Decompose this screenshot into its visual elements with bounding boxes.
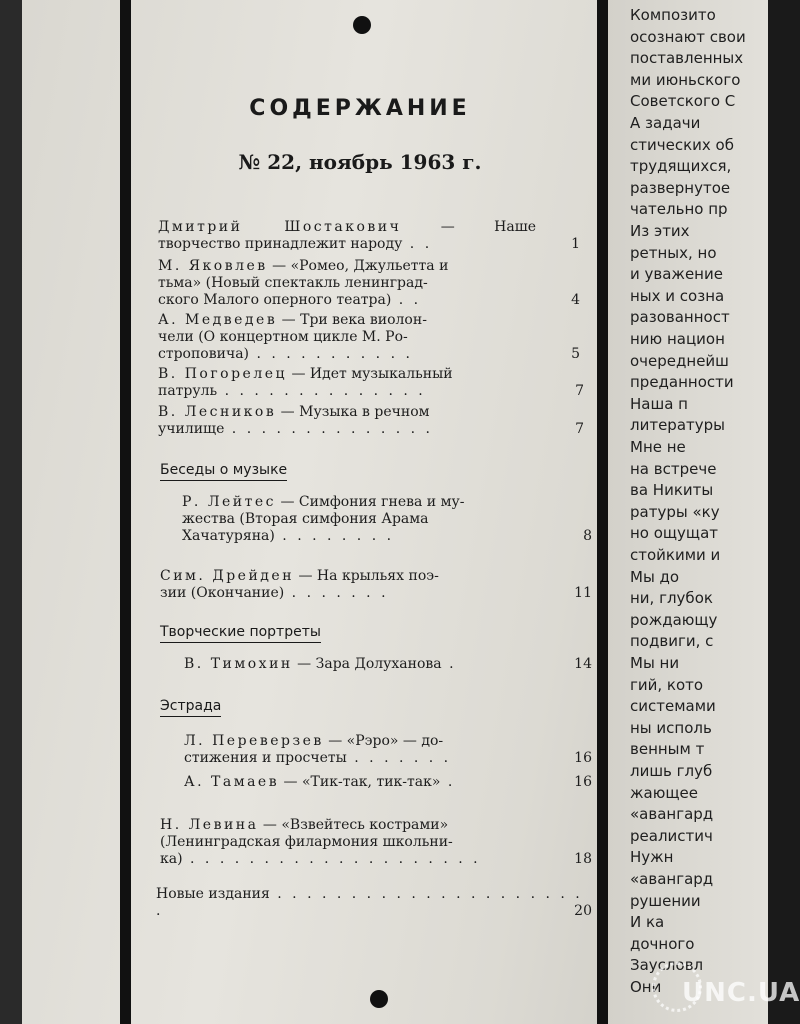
adjacent-text-line: И ка	[630, 913, 665, 932]
toc-entry: Н. Левина — «Взвейтесь кострами» (Ленинградская филармония школьни- ка) . . . . . . . . . . . . . . . . . . . . 18	[160, 817, 592, 867]
page-number: 20	[574, 903, 592, 919]
toc-entry: А. Медведев — Три века виолон- чели (О концертном цикле М. Ро- строповича) . . . . . . . . . . . 5	[158, 312, 580, 362]
page-number: 14	[574, 656, 592, 672]
bottom-bullet-dot	[370, 990, 388, 1008]
toc-entry: Новые издания . . . . . . . . . . . . . . . . . . . . . . 20	[156, 886, 592, 919]
toc-entry: В. Лесников — Музыка в речном училище . . . . . . . . . . . . . . 7	[158, 404, 584, 437]
adjacent-text-line: Наша п	[630, 394, 688, 413]
right-column-rule	[597, 0, 608, 1024]
section-heading: Творческие портреты	[160, 624, 321, 643]
adjacent-text-line: рождающу	[630, 610, 718, 629]
toc-entry: М. Яковлев — «Ромео, Джульетта и тьма» (Новый спектакль ленинград- ского Малого оперного театра) . . 4	[158, 258, 580, 308]
adjacent-text-line: «авангард	[630, 805, 714, 824]
toc-entry: В. Погорелец — Идет музыкальный патруль . . . . . . . . . . . . . . 7	[158, 366, 584, 399]
adjacent-text-line: ва Никиты	[630, 481, 714, 500]
adjacent-text-line: ратуры «ку	[630, 502, 720, 521]
toc-entry: В. Тимохин — Зара Долуханова . 14	[184, 656, 592, 672]
adjacent-text-line: ны исполь	[630, 718, 712, 737]
adjacent-text-line: Из этих	[630, 222, 690, 240]
adjacent-text-line: нию национ	[630, 330, 725, 348]
adjacent-text-line: Мы ни	[630, 654, 680, 672]
adjacent-text-line: А задачи	[630, 114, 701, 132]
adjacent-text-line: системами	[630, 697, 716, 716]
adjacent-text-line: Заусловл	[630, 956, 704, 975]
adjacent-text-line: Мне не	[630, 438, 686, 456]
adjacent-text-line: рушении	[630, 891, 701, 910]
page-number: 16	[574, 750, 592, 766]
page-number: 8	[583, 528, 592, 544]
adjacent-text-line: подвиги, с	[630, 632, 714, 651]
toc-entry: Дмитрий Шостакович — Наше творчество принадлежит народу . . 1	[158, 219, 580, 252]
adjacent-text-line: жающее	[630, 783, 698, 802]
adjacent-text-line: Они	[630, 978, 662, 996]
adjacent-text-line: поставленных	[630, 49, 744, 68]
adjacent-text-line: развернутое	[630, 178, 731, 197]
adjacent-text-line: преданности	[630, 373, 734, 392]
page-number: 11	[574, 585, 592, 601]
adjacent-text-line: очереднейш	[630, 351, 729, 370]
page-number: 5	[571, 346, 580, 362]
adjacent-text-line: «авангард	[630, 870, 714, 888]
adjacent-text-line: но ощущат	[630, 524, 718, 543]
adjacent-page-column	[608, 0, 768, 1024]
page-title: СОДЕРЖАНИЕ	[249, 96, 471, 121]
adjacent-text-line: на встрече	[630, 459, 717, 478]
toc-entry: Р. Лейтес — Симфония гнева и му- жества (Вторая симфония Арама Хачатуряна) . . . . . . . . 8	[182, 494, 592, 544]
adjacent-text-line: ни, глубок	[630, 589, 713, 608]
top-bullet-dot	[353, 16, 371, 34]
toc-entry: Л. Переверзев — «Рэро» — до- стижения и просчеты . . . . . . . 16	[184, 733, 592, 766]
section-heading: Эстрада	[160, 698, 221, 717]
left-column-rule	[120, 0, 131, 1024]
adjacent-text-line: ретных, но	[630, 243, 717, 262]
adjacent-text-line: осознают свои	[630, 27, 746, 46]
adjacent-text-line: Советского С	[630, 92, 736, 111]
page-edge-shadow	[0, 0, 22, 1024]
adjacent-text-line: и уважение	[630, 265, 723, 284]
toc-entry: Сим. Дрейден — На крыльях поэ- зии (Окончание) . . . . . . . 11	[160, 568, 592, 601]
adjacent-text-line: лишь глуб	[630, 762, 713, 780]
adjacent-text-line: стойкими и	[630, 546, 721, 564]
section-heading: Беседы о музыке	[160, 462, 287, 481]
page-number: 18	[574, 851, 592, 867]
toc-entry: А. Тамаев — «Тик-так, тик-так» . 16	[184, 774, 592, 790]
page-number: 4	[571, 292, 580, 308]
adjacent-text-line: разованност	[630, 308, 730, 327]
adjacent-text-line: Нужн	[630, 848, 674, 867]
site-watermark: UNC.UA	[662, 968, 762, 1018]
page-number: 7	[575, 383, 584, 399]
adjacent-text-line: литературы	[630, 416, 725, 435]
adjacent-text-line: Мы до	[630, 567, 680, 586]
adjacent-text-line: реалистич	[630, 826, 713, 845]
adjacent-text-line: трудящихся,	[630, 157, 732, 176]
adjacent-text-line: дочного	[630, 934, 695, 953]
adjacent-text-line: ных и созна	[630, 286, 725, 305]
adjacent-text-line: Композито	[630, 6, 716, 24]
page-number: 7	[575, 421, 584, 437]
adjacent-text-line: гий, кото	[630, 675, 704, 694]
page-number: 1	[571, 236, 580, 252]
adjacent-text-line: венным т	[630, 740, 705, 759]
adjacent-text-line: стических об	[630, 135, 734, 154]
adjacent-text-line: чательно пр	[630, 200, 728, 219]
page-number: 16	[574, 774, 592, 790]
issue-line: № 22, ноябрь 1963 г.	[238, 150, 482, 174]
adjacent-text-line: ми июньского	[630, 70, 741, 89]
